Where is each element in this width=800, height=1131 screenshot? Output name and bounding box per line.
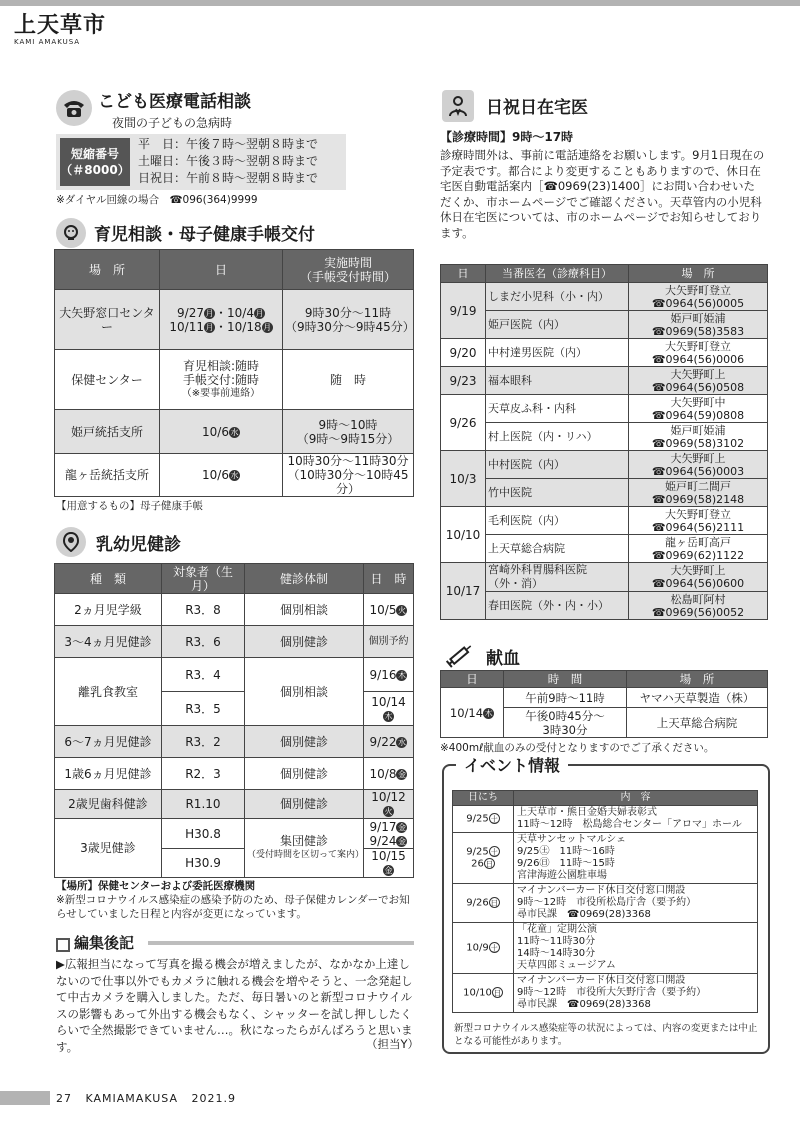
nyuyoji-table [54, 563, 414, 878]
event-date-cell [453, 806, 514, 833]
date-cell: 9/19 [441, 283, 486, 339]
ikuji-table [54, 249, 414, 497]
type-cell: 6～7ヵ月児健診 [55, 726, 162, 758]
place-cell: 姫戸統括支所 [55, 410, 160, 454]
col-header-place: 場 所 [55, 250, 160, 290]
place-text: 大矢野町上 [670, 367, 726, 381]
target-cell: H30.9 [162, 849, 245, 878]
date-text: 10/11 [169, 319, 204, 334]
date-cell [160, 454, 283, 497]
place-text: 龍ヶ岳町高戸 [665, 535, 731, 549]
col-header-type: 種 類 [55, 564, 162, 594]
date-text: 9/16 [369, 667, 397, 682]
date-cell: 9/23 [441, 367, 486, 395]
short-number-value: （＃8000） [60, 163, 130, 177]
weekday-mark: 金 [397, 836, 406, 846]
doctor-name: 中村医院（内） [488, 457, 565, 471]
table-row [55, 350, 414, 410]
type-cell: 2歳児歯科健診 [55, 790, 162, 819]
footer-bar [0, 1091, 50, 1105]
event-line: マイナンバーカード休日交付窓口開設 [517, 885, 686, 896]
event-date [456, 813, 510, 826]
doctor-cell [486, 451, 629, 479]
table-row [441, 339, 768, 367]
baby-icon [56, 218, 86, 248]
phone-number: ☎0964(56)2111 [651, 520, 745, 534]
logo-subtitle: KAMI AMAKUSA [14, 38, 81, 46]
date-text: 10/6 [202, 468, 229, 482]
weekday-mark: 日 [493, 988, 502, 998]
place-cell [629, 479, 768, 507]
table-row [55, 726, 414, 758]
date-note: （※要事前連絡） [181, 387, 261, 399]
event-line: 尋市民課 ☎0969(28)3368 [517, 909, 651, 920]
doctor-cell [486, 592, 629, 620]
date-text: 10/14 [449, 705, 484, 720]
date-text: 10/14 [371, 694, 406, 709]
event-date [456, 987, 510, 1000]
table-row [441, 311, 768, 339]
event-content-cell [514, 974, 758, 1013]
col-header-time [283, 250, 414, 290]
date-text: ・10/4 [215, 305, 254, 320]
table-row [55, 790, 414, 819]
event-date-cell [453, 833, 514, 884]
place-cell [629, 283, 768, 311]
system-cell: 個別健診 [245, 726, 364, 758]
date-cell [160, 410, 283, 454]
time-reception: （9時～9時15分） [296, 431, 400, 446]
short-number-badge [60, 138, 130, 186]
phone-number: ☎0964(56)0600 [651, 577, 745, 590]
kodomo-title: こども医療電話相談 [98, 92, 251, 112]
doctor-cell [486, 311, 629, 339]
table-row [55, 594, 414, 626]
place-cell [629, 563, 768, 592]
table-row [441, 479, 768, 507]
place-cell: 上天草総合病院 [627, 708, 768, 738]
place-text: 大矢野町登立 [665, 339, 731, 353]
table-row [441, 367, 768, 395]
weekday-mark: 土 [490, 943, 499, 953]
weekday-mark: 火 [397, 605, 406, 615]
doctor-name: 中村達男医院（内） [488, 345, 587, 359]
doctor-name: 毛利医院（内） [488, 513, 565, 527]
doctor-name: 天草皮ふ科・内科 [488, 401, 576, 415]
event-line: 9時～12時 市役所松島庁舎（要予約） [517, 897, 697, 908]
henshu-body: ▶広報担当になって写真を撮る機会が増えましたが、なかなか上達しないので仕事以外でもカメラに触れる機会を増やそうと、一念発起して中古カメラを購入しました。ただ、毎日暑いのと新型コロナウイルスの影響もあって外出する機会もなく、シャッターを試し押ししたくらいで全然撮影できていません…。秋になったらがんばろうと思います。 [56, 957, 413, 1054]
table-row [441, 395, 768, 423]
table-row [441, 507, 768, 535]
event-date [456, 897, 510, 910]
doctor-cell [486, 339, 629, 367]
nyuyoji-covid-note: ※新型コロナウイルス感染症の感染予防のため、母子保健カレンダーでお知らせしていました日程と内容が変更になっています。 [56, 894, 410, 920]
weekday-mark: 木 [484, 708, 493, 718]
date-text: 10/12 [371, 790, 406, 804]
doctor-name: しまだ小児科（小・内） [488, 289, 609, 303]
date-cell [364, 758, 414, 790]
target-cell: R3．2 [162, 726, 245, 758]
weekday-mark: 水 [230, 427, 239, 437]
phone-number: ☎0964(56)0508 [651, 380, 745, 394]
event-date-cell [453, 974, 514, 1013]
event-line: 宮津海遊公園駐車場 [517, 870, 607, 881]
place-cell: 大矢野窓口センター [55, 290, 160, 350]
event-row [453, 806, 758, 833]
time-header-sub: （手帳受付時間） [299, 269, 396, 284]
place-cell [629, 423, 768, 451]
doctor-cell [486, 535, 629, 563]
phone-number: ☎0969(58)3102 [651, 436, 745, 450]
event-line: 「花童」定期公演 [517, 924, 597, 935]
date-text: 9/25 [466, 813, 489, 825]
time-cell: 午前9時～11時 [504, 688, 627, 708]
doctor-cell [486, 479, 629, 507]
doctor-name: 姫戸医院（内） [488, 317, 565, 331]
col-header-target: 対象者（生月） [162, 564, 245, 594]
doctor-name: 竹中医院 [488, 485, 532, 499]
weekday-mark: 水 [397, 737, 406, 747]
place-cell: 龍ヶ岳統括支所 [55, 454, 160, 497]
kenketsu-table [440, 670, 768, 738]
weekday-mark: 月 [263, 322, 272, 332]
date-cell [364, 819, 414, 849]
table-row [441, 283, 768, 311]
date-cell [160, 350, 283, 410]
short-number-label: 短縮番号 [70, 147, 119, 161]
time-cell [504, 708, 627, 738]
dial-note: ※ダイヤル回線の場合 ☎096(364)9999 [56, 194, 258, 206]
weekday-mark: 木 [384, 711, 393, 721]
issue-date: 2021.9 [191, 1092, 237, 1105]
event-date-cell [453, 884, 514, 923]
kodomo-box [56, 134, 346, 190]
date-text: 10/6 [202, 424, 229, 439]
time-reception: （10時30分～10時45分） [287, 468, 409, 496]
event-date [456, 846, 510, 859]
target-cell: R1.10 [162, 790, 245, 819]
date-cell [364, 692, 414, 726]
system-cell: 個別相談 [245, 658, 364, 726]
date-cell: 9/26 [441, 395, 486, 451]
doctor-cell [486, 283, 629, 311]
event-line: 尋市民課 ☎0969(28)3368 [517, 999, 651, 1010]
weekday-mark: 月 [205, 308, 214, 318]
event-line: 11時～11時30分 [517, 936, 596, 947]
date-text: 10/15 [371, 849, 406, 863]
child-icon [56, 527, 86, 557]
col-header-day: 日 [441, 671, 504, 688]
weekday-mark: 月 [205, 322, 214, 332]
date-text: ・10/18 [215, 319, 262, 334]
col-header-place: 場 所 [627, 671, 768, 688]
target-cell: R3．8 [162, 594, 245, 626]
event-line: マイナンバーカード休日交付窓口開設 [517, 975, 686, 986]
place-cell: ヤマハ天草製造（株） [627, 688, 768, 708]
doctor-cell [486, 367, 629, 395]
table-row [55, 626, 414, 658]
event-row [453, 974, 758, 1013]
type-cell: 3歳児健診 [55, 819, 162, 878]
date-cell [364, 790, 414, 819]
doctor-name: 春田医院（外・内・小） [488, 598, 609, 612]
nyuyoji-place-note: 【場所】保健センターおよび委託医療機関 [56, 880, 256, 892]
time-header-label: 実施時間 [323, 255, 372, 270]
system-cell [245, 819, 364, 878]
square-icon [56, 938, 70, 952]
date-cell: 10/10 [441, 507, 486, 563]
col-header-content: 内 容 [514, 791, 758, 806]
target-cell: R3．6 [162, 626, 245, 658]
date-cell [160, 290, 283, 350]
place-cell [629, 451, 768, 479]
hours-saturday: 土曜日：午後３時～翌朝８時まで [138, 154, 319, 168]
table-row [55, 290, 414, 350]
target-cell: H30.8 [162, 819, 245, 849]
date-cell [364, 849, 414, 878]
table-row [441, 451, 768, 479]
top-bar [0, 0, 800, 6]
table-row [55, 454, 414, 497]
event-title: イベント情報 [456, 756, 568, 776]
hours-weekday: 平 日：午後７時～翌朝８時まで [138, 137, 319, 151]
event-date-cell [453, 923, 514, 974]
event-row [453, 884, 758, 923]
event-content-cell [514, 923, 758, 974]
col-header-place: 場 所 [629, 265, 768, 283]
time-text: 10時30分～11時30分 [287, 454, 409, 468]
date-text: 26 [471, 858, 484, 870]
event-line: 9時～12時 市役所大矢野庁舎（要予約） [517, 987, 707, 998]
place-text: 大矢野町上 [670, 451, 726, 465]
place-cell [629, 395, 768, 423]
kenketsu-note: ※400mℓ献血のみの受付となりますのでご了承ください。 [440, 742, 715, 754]
date-cell: 10/3 [441, 451, 486, 507]
col-header-date: 日 [160, 250, 283, 290]
doctor-cell [486, 507, 629, 535]
time-cell [283, 410, 414, 454]
date-text: 9/17 [369, 819, 397, 834]
event-line: 9/25㊏ 11時～16時 [517, 846, 615, 857]
table-row [441, 563, 768, 592]
doctor-name: 村上医院（内・リハ） [488, 429, 598, 443]
time-text: 9時30分～11時 [304, 305, 392, 320]
event-line: 天草サンセットマルシェ [517, 834, 627, 845]
table-row [441, 592, 768, 620]
henshu-title: 編集後記 [74, 934, 135, 952]
time-text: 9時～10時 [318, 417, 378, 432]
event-date [456, 942, 510, 955]
target-cell: R2．3 [162, 758, 245, 790]
date-cell [364, 726, 414, 758]
table-row [55, 819, 414, 849]
date-text: 手帳交付:随時 [182, 372, 260, 387]
event-content-cell [514, 833, 758, 884]
phone-number: ☎0964(56)0003 [651, 464, 745, 478]
kyujitsu-title: 日祝日在宅医 [486, 98, 588, 118]
table-row [441, 423, 768, 451]
date-text: 10/9 [466, 942, 489, 954]
date-cell [364, 658, 414, 692]
nyuyoji-title: 乳幼児健診 [96, 535, 181, 555]
doctor-cell [486, 423, 629, 451]
col-header-system: 健診体制 [245, 564, 364, 594]
doctor-dept: （外・消） [488, 577, 543, 590]
phone-number: ☎0964(56)0005 [651, 296, 745, 310]
kyujitsu-table [440, 264, 768, 620]
col-header-day: 日 [441, 265, 486, 283]
ikuji-title: 育児相談・母子健康手帳交付 [94, 225, 315, 245]
target-cell: R3．4 [162, 658, 245, 692]
place-text: 大矢野町上 [670, 564, 726, 577]
table-row [55, 758, 414, 790]
phone-number: ☎0969(58)2148 [651, 492, 745, 506]
weekday-mark: 木 [397, 670, 406, 680]
doctor-cell [486, 395, 629, 423]
col-header-time: 時 間 [504, 671, 627, 688]
col-header-date: 日 時 [364, 564, 414, 594]
time-text: 午後0時45分～ [525, 708, 605, 723]
weekday-mark: 金 [384, 866, 393, 875]
weekday-mark: 土 [490, 847, 499, 857]
date-text: 育児相談:随時 [182, 358, 260, 373]
date-cell: 個別予約 [364, 626, 414, 658]
kyujitsu-body: 診療時間外は、事前に電話連絡をお願いします。9月1日現在の予定表です。都合により変更することもありますので、休日在宅医自動電話案内［☎0969(23)1400］にお問い合わせいただくか、市ホームページでご確認ください。天草管内の小児科休日在宅医については、市のホームページでお知らせしております。 [440, 148, 765, 240]
footer [56, 1092, 236, 1105]
event-line: 11時～12時 松島総合センター「アロマ」ホール [517, 819, 742, 830]
ikuji-note: 【用意するもの】母子健康手帳 [56, 500, 203, 512]
phone-number: ☎0964(59)0808 [651, 408, 745, 422]
event-row [453, 833, 758, 884]
place-text: 姫戸町姫浦 [670, 423, 726, 437]
date-cell [364, 594, 414, 626]
place-text: 姫戸町姫浦 [670, 311, 726, 325]
event-date [456, 858, 510, 871]
date-text: 9/24 [369, 833, 397, 848]
phone-icon [56, 90, 92, 126]
event-line: 14時～14時30分 [517, 948, 596, 959]
time-cell: 随 時 [283, 350, 414, 410]
event-note: 新型コロナウイルス感染症等の状況によっては、内容の変更または中止となる可能性があります。 [454, 1023, 758, 1047]
event-line: 天草四郎ミュージアム [517, 960, 616, 971]
time-cell [283, 290, 414, 350]
doctor-name: 上天草総合病院 [488, 541, 565, 555]
col-header-doctor: 当番医名（診療科目） [486, 265, 629, 283]
table-row [55, 658, 414, 692]
type-cell: 2ヵ月児学級 [55, 594, 162, 626]
place-cell: 保健センター [55, 350, 160, 410]
system-cell: 個別健診 [245, 758, 364, 790]
henshu-sign: （担当Y） [366, 1037, 420, 1051]
doctor-name: 宮崎外科胃腸科医院 [488, 563, 587, 576]
date-cell: 10/17 [441, 563, 486, 620]
event-content-cell [514, 806, 758, 833]
event-line: 9/26㊐ 11時～15時 [517, 858, 615, 869]
type-cell: 3～4ヵ月児健診 [55, 626, 162, 658]
phone-number: ☎0964(56)0006 [651, 352, 745, 366]
magazine-name: KAMIAMAKUSA [85, 1092, 179, 1105]
system-text: 集団健診 [279, 834, 328, 848]
date-cell [441, 688, 504, 738]
date-text: 10/5 [369, 602, 397, 617]
time-reception: （9時30分～9時45分） [285, 319, 415, 334]
weekday-mark: 金 [397, 822, 406, 832]
logo: 上天草市 [14, 12, 107, 38]
event-row [453, 923, 758, 974]
weekday-mark: 土 [490, 814, 499, 824]
phone-number: ☎0969(58)3583 [651, 324, 745, 338]
weekday-mark: 火 [384, 807, 393, 816]
weekday-mark: 月 [255, 308, 264, 318]
date-text: 10/8 [369, 766, 397, 781]
place-cell [629, 339, 768, 367]
weekday-mark: 金 [397, 769, 406, 779]
time-text: 3時30分 [542, 722, 588, 737]
doctor-name: 福本眼科 [488, 373, 532, 387]
date-text: 9/22 [369, 734, 397, 749]
event-line: 上天草市・熊日金婚夫婦表彰式 [517, 807, 657, 818]
date-text: 9/27 [177, 305, 204, 320]
place-text: 大矢野町登立 [665, 507, 731, 521]
type-cell: 1歳6ヵ月児健診 [55, 758, 162, 790]
place-cell [629, 507, 768, 535]
system-cell: 個別相談 [245, 594, 364, 626]
phone-number: ☎0969(62)1122 [651, 548, 745, 562]
system-cell: 個別健診 [245, 626, 364, 658]
weekday-mark: 日 [485, 860, 494, 869]
doctor-cell [486, 563, 629, 592]
date-text: 10/10 [463, 987, 492, 999]
phone-number: ☎0969(56)0052 [651, 605, 745, 619]
col-header-date: 日にち [453, 791, 514, 806]
weekday-mark: 日 [490, 898, 499, 908]
kyujitsu-hours: 【診療時間】9時～17時 [440, 130, 574, 144]
place-text: 大矢野町登立 [665, 283, 731, 297]
table-row [441, 535, 768, 563]
event-content-cell [514, 884, 758, 923]
syringe-icon [442, 640, 478, 670]
system-cell: 個別健診 [245, 790, 364, 819]
page-number: 27 [56, 1092, 72, 1105]
system-note: （受付時間を区切って案内） [247, 850, 365, 860]
kodomo-subtitle: 夜間の子どもの急病時 [112, 116, 233, 130]
date-text: 9/26 [466, 897, 489, 909]
time-cell [283, 454, 414, 497]
type-cell: 離乳食教室 [55, 658, 162, 726]
place-text: 姫戸町二間戸 [665, 479, 731, 493]
date-cell: 9/20 [441, 339, 486, 367]
title-rule [148, 941, 414, 945]
place-text: 松島町阿村 [670, 592, 726, 606]
place-cell [629, 535, 768, 563]
hours-holiday: 日祝日：午前８時～翌朝８時まで [138, 171, 319, 185]
place-cell [629, 592, 768, 620]
date-text: 9/25 [466, 846, 489, 857]
table-row [441, 688, 768, 708]
place-cell [629, 367, 768, 395]
kodomo-hours [138, 136, 318, 187]
doctor-icon [442, 90, 474, 122]
table-row [55, 410, 414, 454]
weekday-mark: 水 [230, 471, 239, 480]
kenketsu-title: 献血 [486, 649, 520, 669]
place-text: 大矢野町中 [670, 395, 726, 409]
event-table [452, 790, 758, 1013]
place-cell [629, 311, 768, 339]
target-cell: R3．5 [162, 692, 245, 726]
